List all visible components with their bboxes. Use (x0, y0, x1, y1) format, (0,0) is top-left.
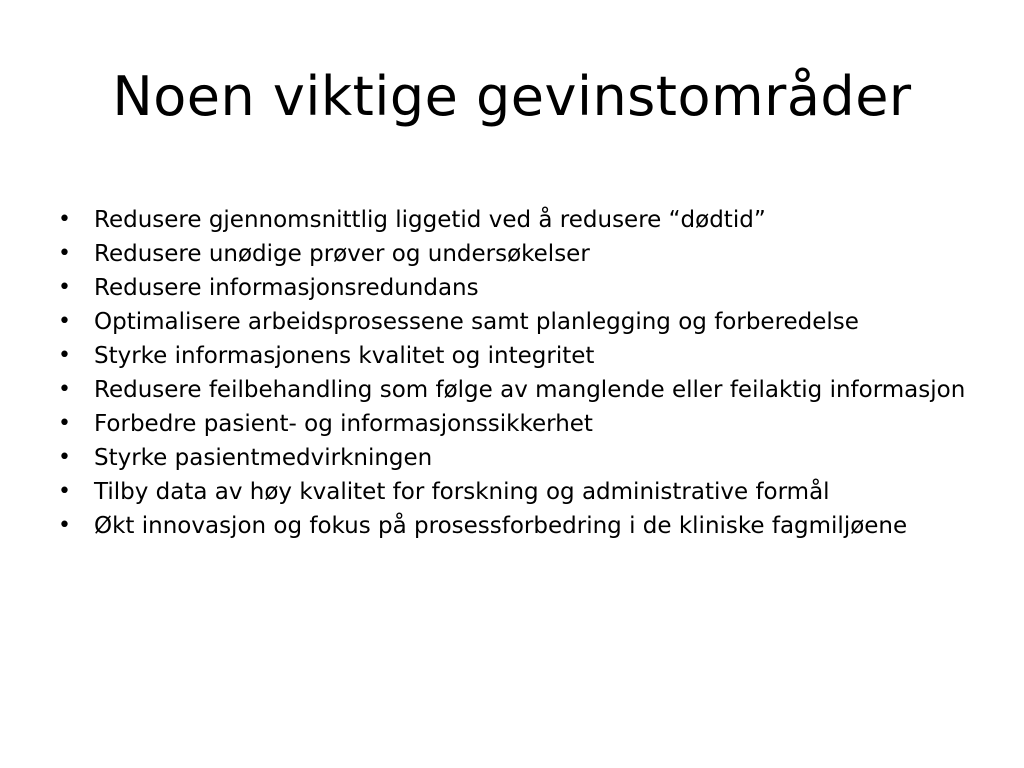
bullet-text: Tilby data av høy kvalitet for forskning og administrative formål (94, 479, 830, 505)
bullet-icon: • (58, 343, 71, 368)
list-item (58, 513, 978, 539)
bullet-icon: • (58, 377, 71, 402)
list-item (58, 411, 978, 437)
list-item (58, 309, 978, 335)
bullet-icon: • (58, 479, 71, 504)
list-item (58, 445, 978, 471)
list-item (58, 479, 978, 505)
bullet-text: Styrke pasientmedvirkningen (94, 445, 433, 471)
bullet-text: Optimalisere arbeidsprosessene samt planlegging og forberedelse (94, 309, 859, 335)
bullet-icon: • (58, 207, 71, 232)
bullet-list (58, 207, 978, 547)
list-item (58, 207, 978, 233)
bullet-icon: • (58, 241, 71, 266)
slide-title: Noen viktige gevinstområder (112, 65, 912, 128)
bullet-text: Redusere feilbehandling som følge av manglende eller feilaktig informasjon (94, 377, 966, 403)
bullet-icon: • (58, 275, 71, 300)
list-item (58, 241, 978, 267)
bullet-text: Økt innovasjon og fokus på prosessforbedring i de kliniske fagmiljøene (94, 513, 908, 539)
list-item (58, 377, 978, 403)
list-item (58, 343, 978, 369)
bullet-icon: • (58, 445, 71, 470)
bullet-text: Redusere gjennomsnittlig liggetid ved å redusere “dødtid” (94, 207, 766, 233)
bullet-text: Forbedre pasient- og informasjonssikkerhet (94, 411, 593, 437)
list-item (58, 275, 978, 301)
bullet-icon: • (58, 411, 71, 436)
bullet-icon: • (58, 309, 71, 334)
bullet-text: Styrke informasjonens kvalitet og integritet (94, 343, 595, 369)
bullet-text: Redusere informasjonsredundans (94, 275, 479, 301)
bullet-text: Redusere unødige prøver og undersøkelser (94, 241, 590, 267)
bullet-icon: • (58, 513, 71, 538)
